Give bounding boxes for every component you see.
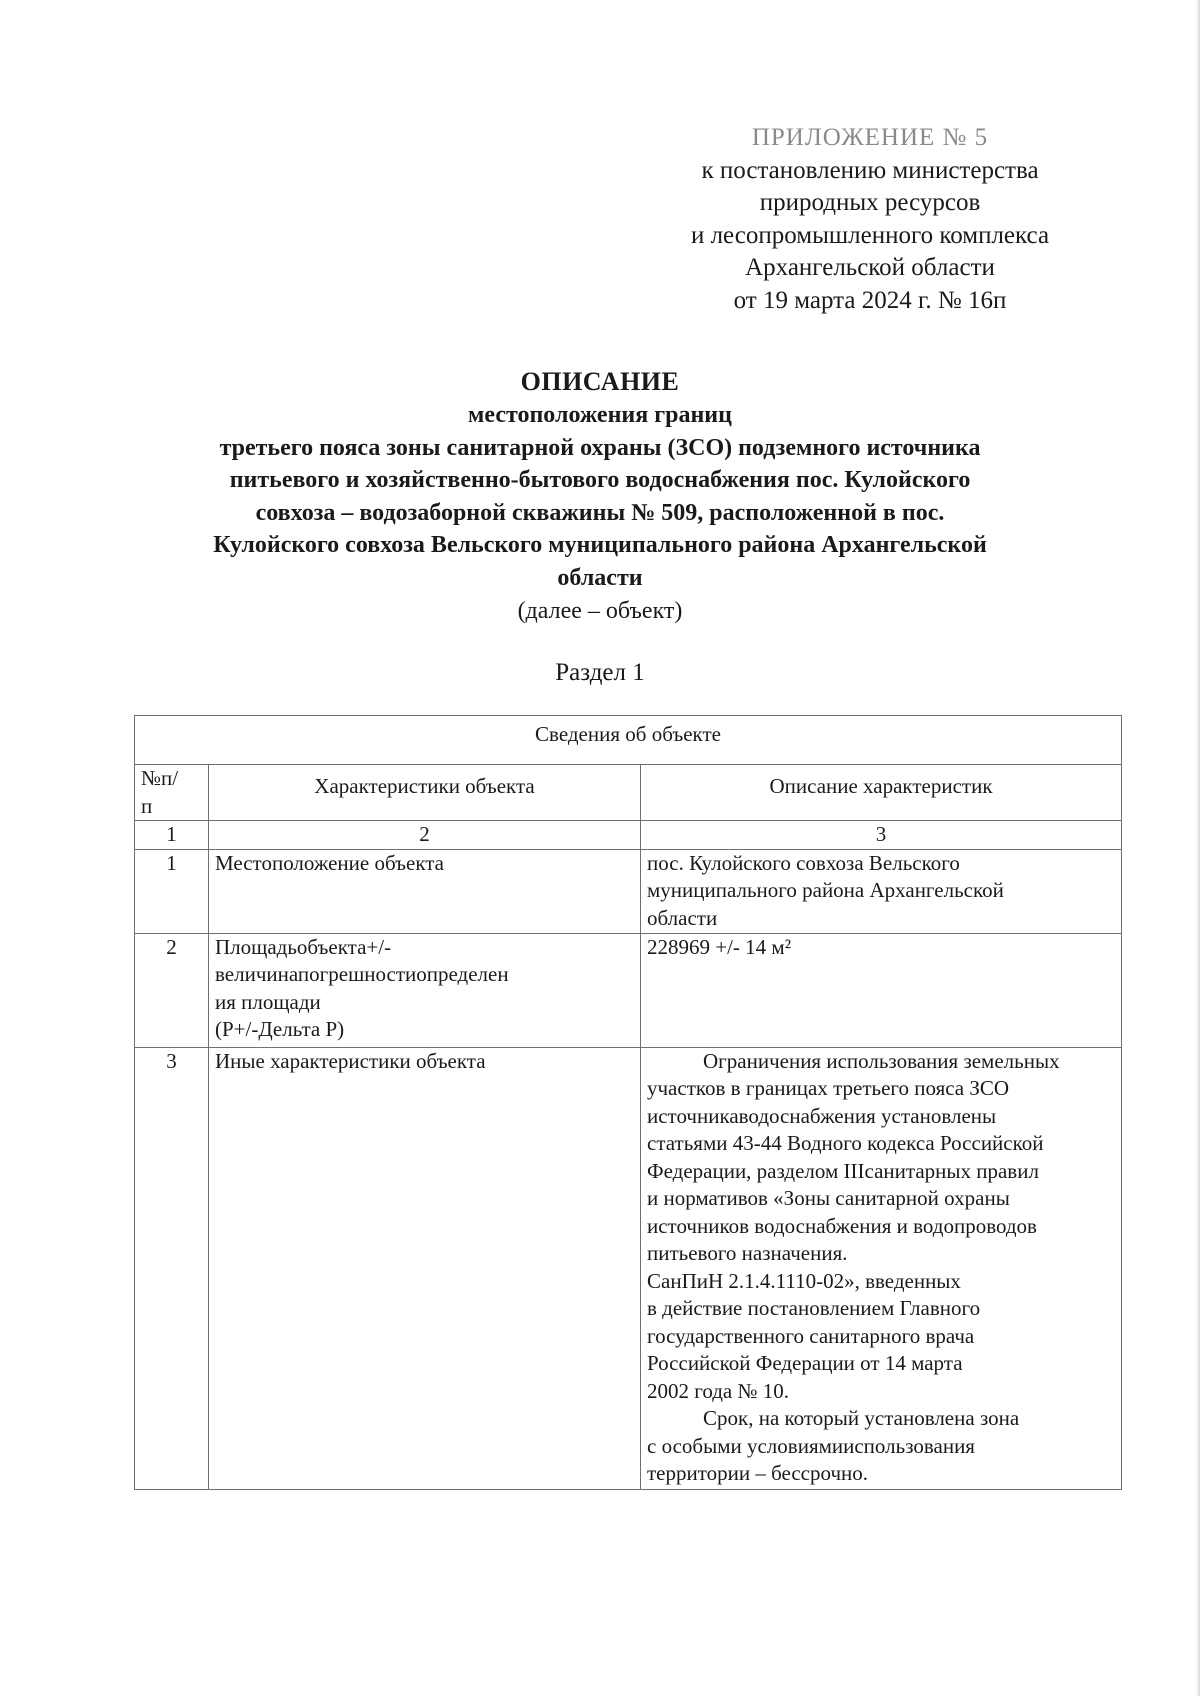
title-line: Кулойского совхоза Вельского муниципального района Архангельской [213,532,987,558]
desc-line: Федерации, разделом IIIсанитарных правил [647,1158,1039,1183]
desc-line: источников водоснабжения и водопроводов [647,1213,1037,1238]
table-row [135,849,1122,933]
title-line: области [557,564,643,591]
desc-line: питьевого назначения. [647,1241,848,1265]
table-caption: Сведения об объекте [135,716,1122,765]
desc-line: муниципального района Архангельской [647,878,1004,902]
appendix-line: Архангельской области [745,254,995,281]
name-line: Площадьобъекта+/- [215,934,392,959]
row-characteristic [209,933,641,1047]
title-line: третьего пояса зоны санитарной охраны (ЗСО) подземного источника [219,434,981,461]
desc-line: и нормативов «Зоны санитарной охраны [647,1186,1010,1210]
row-number: 3 [135,1047,209,1489]
row-description [641,933,1122,1047]
table-header-row [135,765,1122,821]
appendix-number: ПРИЛОЖЕНИЕ № 5 [751,124,989,151]
title-line: питьевого и хозяйственно-бытового водоснабжения пос. Кулойского [229,467,971,493]
desc-line: территории – бессрочно. [647,1461,869,1485]
appendix-line: к постановлению министерства [701,156,1039,184]
appendix-date: от 19 марта 2024 г. № 16п [733,286,1007,314]
table-column-numbers [135,821,1122,850]
desc-line: Срок, на который установлена зона [703,1406,1020,1430]
title-line: совхоза – водозаборной скважины № 509, расположенной в пос. [255,499,945,526]
desc-line: статьями 43-44 Водного кодекса Российской [647,1131,1044,1155]
object-info-table [134,715,1122,1490]
desc-line: в действие постановлением Главного [647,1296,981,1320]
title-line: местоположения границ [468,402,732,428]
name-line: величинапогрешностиопределен [215,962,509,986]
table-caption-row [135,716,1122,765]
row-characteristic: Местоположение объекта [209,849,641,933]
desc-line: области [647,905,718,930]
table-row [135,933,1122,1047]
name-line: (Р+/-Дельта Р) [215,1017,345,1041]
title-note: (далее – объект) [517,598,683,624]
row-description [641,849,1122,933]
name-line: ия площади [215,989,321,1014]
desc-line: Российской Федерации от 14 марта [647,1351,963,1375]
column-number: 1 [135,821,209,850]
desc-line: с особыми условиямииспользования [647,1433,975,1458]
table-row [135,1047,1122,1489]
column-number: 3 [641,821,1122,850]
desc-line: государственного санитарного врача [647,1323,975,1348]
desc-line: 2002 года № 10. [647,1378,790,1403]
header-characteristics: Характеристики объекта [209,765,641,821]
row-characteristic: Иные характеристики объекта [209,1047,641,1489]
header-number: №п/п [135,765,209,821]
desc-line: пос. Кулойского совхоза Вельского [647,850,960,875]
title-heading: ОПИСАНИЕ [520,367,680,396]
desc-line: источникаводоснабжения установлены [647,1103,997,1128]
desc-line: Ограничения использования земельных [703,1048,1060,1073]
desc-line: 228969 +/- 14 м² [647,934,792,959]
appendix-line: природных ресурсов [759,189,981,216]
desc-line: участков в границах третьего пояса ЗСО [647,1076,1010,1100]
appendix-line: и лесопромышленного комплекса [690,221,1050,249]
section-label: Раздел 1 [555,659,645,686]
scan-edge [1196,0,1200,1696]
header-description: Описание характеристик [641,765,1122,821]
row-number: 1 [135,849,209,933]
document-title [100,365,1100,628]
appendix-header [600,122,1140,317]
desc-line: СанПиН 2.1.4.1110-02», введенных [647,1268,961,1293]
column-number: 2 [209,821,641,850]
row-number: 2 [135,933,209,1047]
row-description [641,1047,1122,1489]
